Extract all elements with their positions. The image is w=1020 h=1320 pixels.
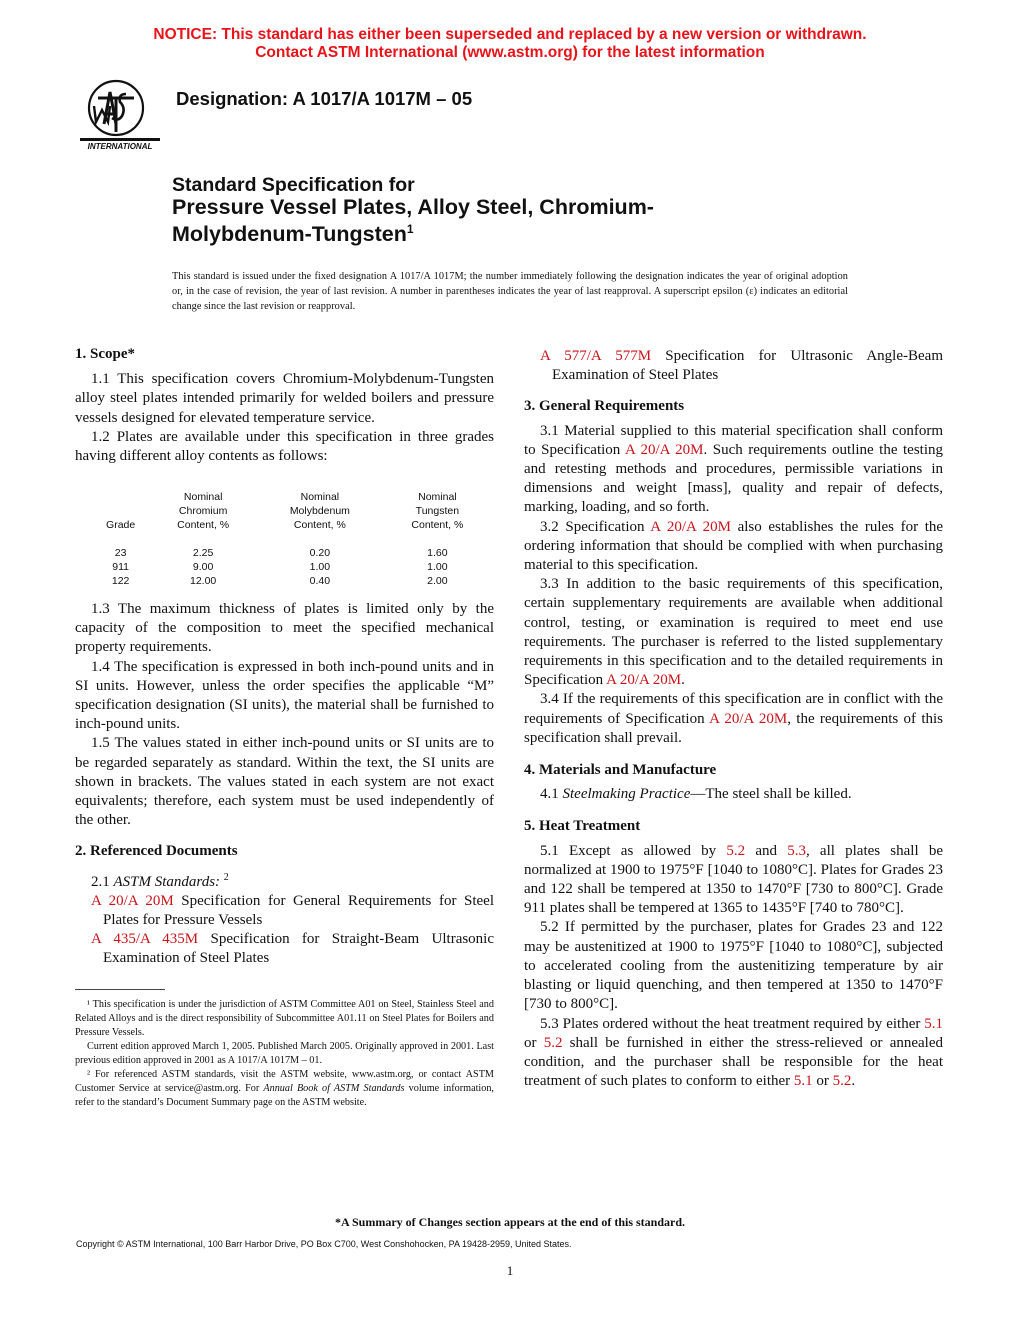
link-5-1[interactable]: 5.1 xyxy=(793,1073,813,1090)
para-5-2: 5.2 If permitted by the purchaser, plates for Grades 23 and 122 may be austenitized at 1900 to 1975°F [1040 to 1080°C], subjected to accelerated cooling from the austenitizing temperature by air blasting or liquid quenching, and then tempered at 1350 to 1470°F [730 to 800°C]. xyxy=(524,919,943,1013)
title-line-1: Standard Specification for xyxy=(172,174,415,196)
para-1-1: 1.1 This specification covers Chromium-Molybdenum-Tungsten alloy steel plates intended primarily for welded boilers and pressure vessels designed for elevated temperature service. xyxy=(75,371,494,426)
footnote-mark-2: 2 xyxy=(223,871,229,883)
table-cell: 0.40 xyxy=(309,575,331,587)
withdrawal-notice xyxy=(0,26,1020,62)
title-footnote-mark: 1 xyxy=(406,222,414,236)
designation: Designation: A 1017/A 1017M – 05 xyxy=(176,88,473,109)
reference-a435 xyxy=(91,930,494,968)
para-5-3-or-b: or xyxy=(812,1073,833,1090)
table-cell: 2.25 xyxy=(192,547,214,559)
table-header-row xyxy=(96,490,496,532)
para-3-4-text: 3.4 If the requirements of this specification are in conflict with the requirements of Specification xyxy=(524,691,943,727)
para-3-2-text: 3.2 Specification xyxy=(540,518,651,535)
para-3-1 xyxy=(524,422,943,518)
para-1-4: 1.4 The specification is expressed in both inch-pound units and in SI units. However, unless the order specifies the applicable “M” specification designation (SI units), the material shall be furnished to inch-pound units. xyxy=(75,658,494,733)
para-2-1 xyxy=(75,868,494,892)
section-5-heading: 5. Heat Treatment xyxy=(524,818,641,835)
table-header: Nominal Molybdenum Content, % xyxy=(289,491,350,531)
page-number: 1 xyxy=(506,1263,514,1278)
title-line-3: Molybdenum-Tungsten xyxy=(172,222,407,247)
table-cell: 1.00 xyxy=(427,561,448,573)
ref-text-a20: Specification for General Requirements for Steel Plates for Pressure Vessels xyxy=(103,892,494,929)
ref-link-a20[interactable]: A 20/A 20M xyxy=(91,892,174,909)
reference-a20 xyxy=(91,892,494,930)
left-column-bottom xyxy=(75,600,494,969)
para-3-3-text: 3.3 In addition to the basic requirements of this specification, certain supplementary requirements are available when additional control, testing, or examination is required to meet end use requirements. The purchaser is referred to the listed supplementary requirements in this specification and to the detailed requirements in Specification xyxy=(524,576,943,689)
footnote-2-text-a: ² For referenced ASTM standards, visit the ASTM website, www.astm.org, or contact ASTM Customer Service at service@astm.org. For xyxy=(75,1069,494,1094)
footnote-1-edition: Current edition approved March 1, 2005. Published March 2005. Originally approved in 2001. Last previous edition approved in 2001 as A 1017/A 1017M – 01. xyxy=(75,1041,494,1066)
para-3-4-text-b: , the requirements of this specification shall prevail. xyxy=(524,710,944,746)
link-a20[interactable]: A 20/A 20M xyxy=(624,441,704,458)
table-cell: 1.00 xyxy=(309,561,331,573)
para-3-3 xyxy=(524,575,943,690)
para-3-3-text-b: . xyxy=(681,672,685,689)
ref-link-a435[interactable]: A 435/A 435M xyxy=(91,931,199,948)
reference-a577 xyxy=(540,347,943,385)
section-1-heading: 1. Scope* xyxy=(75,346,135,362)
link-5-2[interactable]: 5.2 xyxy=(543,1034,563,1051)
table-header: Grade xyxy=(106,519,136,531)
table-cell: 2.00 xyxy=(427,575,448,587)
notice-line-2: Contact ASTM International (www.astm.org) for the latest information xyxy=(255,44,765,61)
table-row xyxy=(96,546,496,560)
para-3-1-text-b: . Such requirements outline the testing and retesting methods and procedures, permissible variations in dimensions and weight [mass], quality and repair of defects, marking, loading, and so forth. xyxy=(524,441,943,516)
para-4-1 xyxy=(524,785,943,804)
para-2-1-number: 2.1 xyxy=(91,873,110,890)
para-3-4 xyxy=(524,690,943,748)
astm-logo xyxy=(74,76,164,152)
footnotes xyxy=(75,998,494,1110)
astm-standards-label: ASTM Standards: xyxy=(113,873,221,890)
para-1-3: 1.3 The maximum thickness of plates is limited only by the capacity of the composition to meet the specified mechanical property requirements. xyxy=(75,601,494,656)
section-3-heading: 3. General Requirements xyxy=(524,398,685,415)
para-5-3-text: 5.3 Plates ordered without the heat treatment required by either xyxy=(540,1015,925,1032)
footnote-1: ¹ This specification is under the jurisdiction of ASTM Committee A01 on Steel, Stainless Steel and Related Alloys and is the direct responsibility of Subcommittee A01.11 on Steel Plates for Boilers and Pressure Vessels. xyxy=(75,999,494,1038)
para-5-1 xyxy=(524,842,943,919)
summary-of-changes-note: *A Summary of Changes section appears at the end of this standard. xyxy=(334,1215,686,1229)
table-cell: 1.60 xyxy=(427,547,448,559)
link-a20[interactable]: A 20/A 20M xyxy=(606,672,682,689)
link-5-3[interactable]: 5.3 xyxy=(787,842,806,859)
table-row xyxy=(96,574,496,588)
para-5-3 xyxy=(524,1015,943,1092)
ref-link-a577[interactable]: A 577/A 577M xyxy=(540,348,652,364)
steelmaking-practice-label: Steelmaking Practice xyxy=(562,786,691,803)
logo-text: INTERNATIONAL xyxy=(87,142,153,151)
grades-table xyxy=(96,490,496,588)
table-row xyxy=(96,560,496,574)
issued-note: This standard is issued under the fixed designation A 1017/A 1017M; the number immediately following the designation indicates the year of original adoption or, in the case of revision, the year of last revision. A number in parentheses indicates the year of last reapproval. A superscript epsilon (ε) indicates an editorial change since the last revision or reapproval. xyxy=(172,271,848,312)
ref-text-a577: Specification for Ultrasonic Angle-Beam Examination of Steel Plates xyxy=(552,348,943,384)
link-5-2[interactable]: 5.2 xyxy=(832,1073,852,1090)
para-5-3-or: or xyxy=(524,1034,544,1051)
astm-logo-icon xyxy=(74,76,164,152)
footnote-divider xyxy=(75,989,165,990)
para-5-1-text: 5.1 Except as allowed by xyxy=(540,842,727,859)
table-cell: 122 xyxy=(111,575,130,587)
section-2-heading: 2. Referenced Documents xyxy=(75,843,238,860)
link-5-1[interactable]: 5.1 xyxy=(924,1015,943,1032)
table-cell: 9.00 xyxy=(192,561,214,573)
para-4-1-number: 4.1 xyxy=(540,786,563,803)
para-5-1-text-b: , all plates shall be normalized at 1900 to 1975°F [1040 to 1080°C]. Plates for Grades 23 and 122 shall be tempered at 1350 to 1470°F [730 to 800°C]. Grade 911 plates shall be tempered at 1365 to 1435°F [740 to 780°C]. xyxy=(524,842,943,917)
section-4-heading: 4. Materials and Manufacture xyxy=(524,762,717,779)
notice-line-1: NOTICE: This standard has either been superseded and replaced by a new version or withdrawn. xyxy=(153,26,867,43)
table-cell: 12.00 xyxy=(190,575,217,587)
para-3-1-text: 3.1 Material supplied to this material specification shall conform to Specification xyxy=(524,422,943,458)
para-5-3-end: . xyxy=(851,1073,856,1090)
footnote-2-book-title: Annual Book of ASTM Standards xyxy=(263,1083,405,1094)
para-5-1-and: and xyxy=(745,842,788,859)
para-3-2 xyxy=(524,518,943,576)
para-1-5: 1.5 The values stated in either inch-pound units or SI units are to be regarded separately as standard. Within the text, the SI units are shown in brackets. The values stated in each system are not exact equivalents; therefore, each system must be used independently of the other. xyxy=(75,735,494,829)
footnote-2-text-b: volume information, refer to the standard’s Document Summary page on the ASTM website. xyxy=(75,1083,494,1108)
ref-text-a435: Specification for Straight-Beam Ultrasonic Examination of Steel Plates xyxy=(103,931,495,967)
para-4-1-text: —The steel shall be killed. xyxy=(690,786,852,803)
right-column xyxy=(524,347,943,1091)
link-a20[interactable]: A 20/A 20M xyxy=(650,518,731,535)
table-cell: 0.20 xyxy=(309,547,331,559)
left-column-top xyxy=(75,345,494,466)
link-a20[interactable]: A 20/A 20M xyxy=(709,710,788,727)
table-cell: 23 xyxy=(114,547,127,559)
table-cell: 911 xyxy=(112,561,129,573)
title-line-2: Pressure Vessel Plates, Alloy Steel, Chromium- xyxy=(172,195,654,219)
copyright: Copyright © ASTM International, 100 Barr Harbor Drive, PO Box C700, West Conshohocken, PA 19428-2959, United States. xyxy=(76,1239,572,1249)
document-title xyxy=(172,174,654,245)
para-5-3-text-b: shall be furnished in either the stress-relieved or annealed condition, and the purchaser shall be responsible for the heat treatment of such plates to conform to either xyxy=(524,1034,943,1090)
para-1-2: 1.2 Plates are available under this specification in three grades having different alloy contents as follows: xyxy=(75,428,494,465)
table-header: Nominal Tungsten Content, % xyxy=(411,491,464,531)
link-5-2[interactable]: 5.2 xyxy=(726,842,746,859)
table-header: Nominal Chromium Content, % xyxy=(177,491,230,531)
footnote-2 xyxy=(75,1068,494,1110)
para-3-2-text-b: also establishes the rules for the ordering information that should be complied with when purchasing material to this specification. xyxy=(524,518,944,574)
